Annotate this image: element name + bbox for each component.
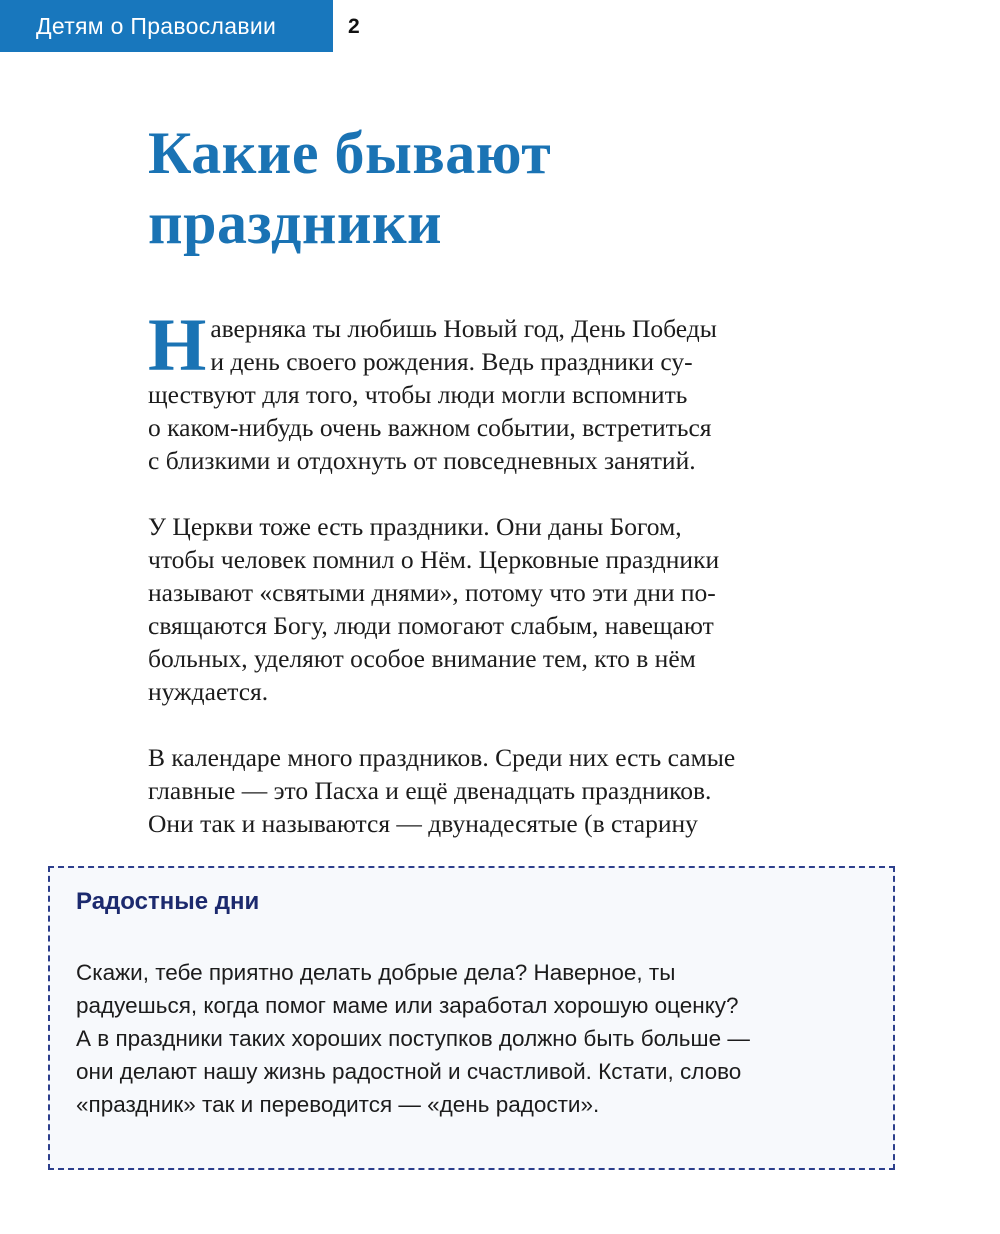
paragraph-1-text: аверняка ты любишь Новый год, День Победы и день своего рождения. Ведь праздники су- ществуют для того, чтобы люди могли вспомнить о каком-нибудь очень важном событии, встретиться с близкими и отдохнуть от повседневных занятий. (148, 314, 717, 475)
drop-cap: Н (148, 304, 207, 387)
sidebar-title: Радостные дни (76, 888, 260, 915)
article-body (148, 304, 908, 873)
paragraph-3: В календаре много праздников. Среди них есть самые главные — это Пасха и ещё двенадцать праздников. Они так и называются — двунадесятые (в старину (148, 743, 736, 838)
article-title: Какие бывают праздники (148, 120, 552, 256)
sidebar-box (48, 866, 895, 1170)
paragraph-2: У Церкви тоже есть праздники. Они даны Богом, чтобы человек помнил о Нём. Церковные праздники называют «святыми днями», потому что эти дни по- свящаются Богу, люди помогают слабым, навещают больных, уделяют особое внимание тем, кто в нём нуждается. (148, 512, 720, 706)
section-title: Детям о Православии (36, 13, 277, 39)
page-number: 2 (348, 15, 360, 38)
paragraph-1 (148, 304, 908, 477)
sidebar-text: Скажи, тебе приятно делать добрые дела? Наверное, ты радуешься, когда помог маме или заработал хорошую оценку? А в праздники таких хороших поступков должно быть больше — они делают нашу жизнь радостной и счастливой. Кстати, слово «праздник» так и переводится — «день радости». (76, 960, 750, 1117)
section-header-tab (0, 0, 333, 52)
